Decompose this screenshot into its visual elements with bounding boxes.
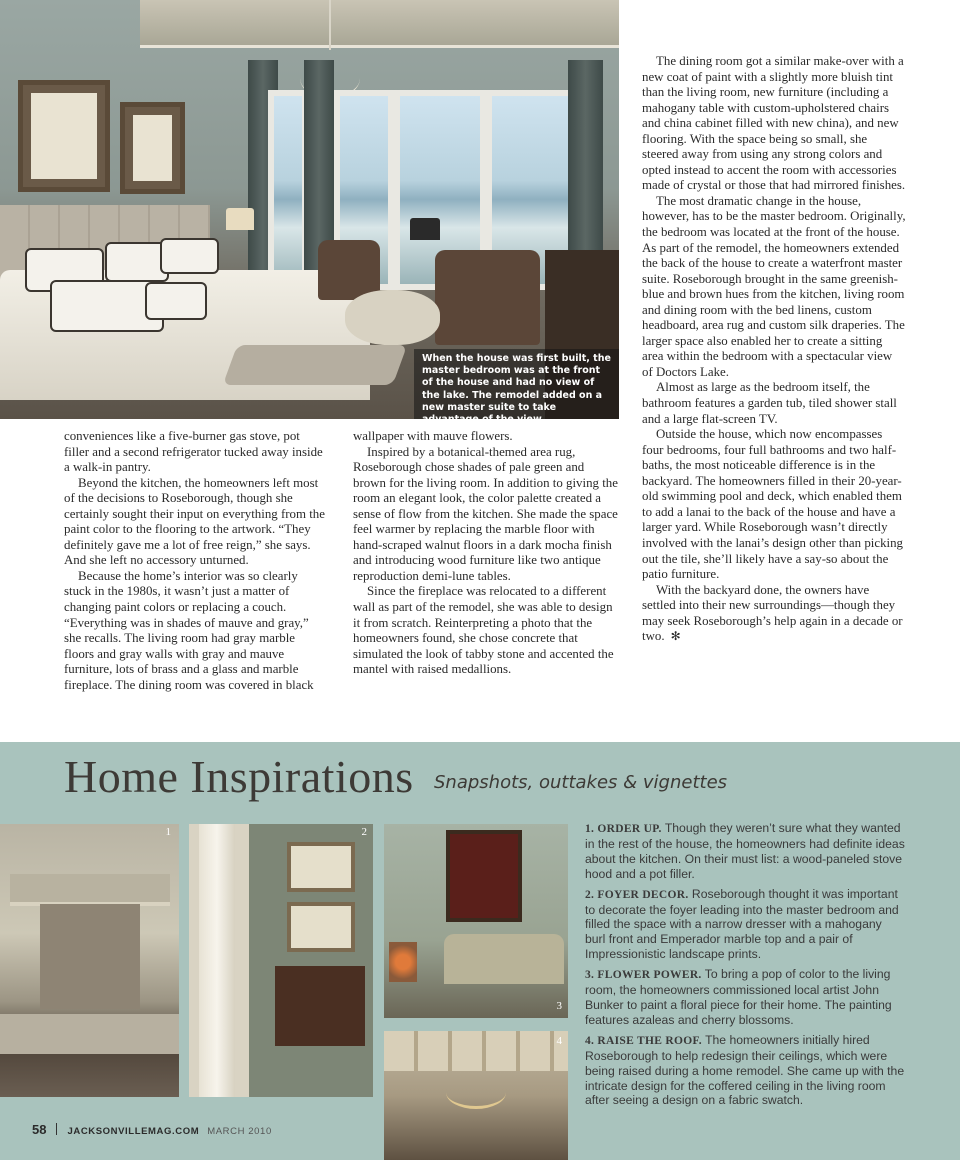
floral-painting (446, 830, 522, 922)
cabinets (0, 1014, 179, 1054)
photo-kitchen (0, 824, 179, 1097)
note-lead: 2. FOYER DECOR. (585, 888, 689, 901)
note-text: To bring a pop of color to the living room, the homeowners commissioned local artist John Bunker to paint a floral piece for their home. The painting features azaleas and cherry blossoms. (585, 967, 892, 1027)
photo-ceiling (384, 1031, 568, 1160)
photo-caption (414, 349, 619, 426)
note-lead: 4. RAISE THE ROOF. (585, 1034, 702, 1047)
bench (223, 345, 408, 385)
issue-date: MARCH 2010 (207, 1126, 272, 1137)
note-item (585, 1033, 905, 1109)
paragraph: Outside the house, which now encompasses four bedrooms, four full bathrooms and two half-baths, the most noticeable difference is in the backyard. The homeowners filled in their 20-year-old swimming pool and deck, which enabled them to add a lanai to the back of the house and have a larger yard. While Roseborough wasn’t directly involved with the lanai’s design other than picking out the tile, she’ll likely have a say-so about the patio furniture. (642, 427, 903, 582)
end-mark-icon: ✻ (670, 629, 681, 644)
photo-number: 3 (556, 1000, 562, 1012)
note-text: Roseborough thought it was important to decorate the foyer leading into the master bedroom and filled the space with a narrow dresser with a mahogany burl front and Emperador marble top and a pair of Impressionistic landscape prints. (585, 886, 899, 962)
flowers (389, 942, 417, 982)
paragraph: The most dramatic change in the house, however, has to be the master bedroom. Originally, the bedroom was located at the front of the house. As part of the remodel, the homeowners extended the back of the house to create a waterfront master suite. Roseborough brought in the same greenish-blue and brown hues from the kitchen, living room and dining room with the bed linens, custom headboard, area rug and custom silk draperies. The larger space also enabled her to create a sitting area within the bedroom with a spectacular view of Doctors Lake. (642, 193, 906, 379)
photo-number: 1 (165, 826, 171, 838)
lamp-center (410, 218, 440, 240)
pillow (145, 282, 207, 320)
column (199, 824, 235, 1097)
paragraph: conveniences like a five-burner gas stove, pot filler and a second refrigerator tucked away inside a walk-in pantry. (64, 429, 323, 475)
inspiration-notes (585, 821, 905, 1113)
article-column-2 (353, 429, 618, 678)
wall-art-left (18, 80, 110, 192)
note-item (585, 887, 905, 963)
note-lead: 3. FLOWER POWER. (585, 969, 702, 982)
paragraph-text: With the backyard done, the owners have settled into their new surroundings—though they may seek Roseborough’s help again in a decade or two. (642, 582, 903, 644)
section-subtitle: Snapshots, outtakes & vignettes (434, 772, 728, 793)
page-number: 58 (32, 1122, 47, 1137)
ottoman (345, 290, 440, 345)
sofa (444, 934, 564, 984)
chandelier-icon (446, 1076, 506, 1109)
photo-number: 2 (361, 826, 367, 838)
article-column-3 (642, 54, 906, 645)
article-column-1 (64, 429, 326, 693)
coffered-ceiling (384, 1031, 568, 1071)
dresser (275, 966, 365, 1046)
hood-mantel (10, 874, 170, 906)
note-lead: 1. ORDER UP. (585, 823, 662, 835)
paragraph (642, 583, 906, 645)
lamp-left (226, 208, 254, 230)
ceiling-tray (140, 0, 619, 48)
paragraph: Because the home’s interior was so clearly stuck in the 1980s, it wasn’t just a matter of changing paint colors or replacing a couch. “Everything was in shades of mauve and gray,” she recalls. The living room had gray marble floors and gray walls with gray and mauve furniture, lots of brass and a glass and marble fireplace. The dining room was covered in black (64, 568, 314, 692)
caption-text: When the house was first built, the master bedroom was at the front of the house and had no view of the lake. The remodel added on a new master suite to take advantage of the view. (422, 353, 611, 426)
landscape-print (287, 842, 355, 892)
window-side (268, 90, 308, 290)
paragraph: Since the fireplace was relocated to a different wall as part of the remodel, she was able to design it from scratch. Reinterpreting a photo that the homeowners found, she chose concrete that simulated the look of tabby stone and accented the mantel with raised medallions. (353, 584, 614, 677)
paragraph: Beyond the kitchen, the homeowners left most of the decisions to Roseborough, though she certainly sought their input on everything from the paint color to the flooring to the artwork. “They definitely gave me a lot of free reign,” she says. And she left no accessory unturned. (64, 475, 325, 568)
paragraph: wallpaper with mauve flowers. (353, 429, 513, 443)
pillow (160, 238, 219, 274)
footer-divider (56, 1123, 57, 1135)
photo-living-room (384, 824, 568, 1018)
magazine-url: JACKSONVILLEMAG.COM (67, 1126, 200, 1137)
landscape-print (287, 902, 355, 952)
photo-number: 4 (556, 1035, 562, 1047)
armchair-right (435, 250, 540, 345)
wall-art-right (120, 102, 185, 194)
note-text: The homeowners initially hired Roseborough to help redesign their ceilings, which were being raised during a home remodel. She came up with the intricate design for the coffered ceiling in the living room after seeing a design on a fabric swatch. (585, 1032, 905, 1108)
note-text: Though they weren’t sure what they wanted in the rest of the house, the homeowners had definite ideas about the kitchen. On their must list: a wood-paneled stove hood and a pot filler. (585, 821, 905, 881)
paragraph: The dining room got a similar make-over with a new coat of paint with a slightly more bluish tint than the living room, new furniture (including a mahogany table with custom-upholstered chairs and china cabinet filled with new china), and new flooring. With the space being so small, she steered away from using any strong colors and opted instead to accent the room with accessories made of crystal or those that had mirrored finishes. (642, 54, 906, 193)
paragraph: Almost as large as the bedroom itself, the bathroom features a garden tub, tiled shower stall and a large flat-screen TV. (642, 380, 897, 426)
paragraph: Inspired by a botanical-themed area rug, Roseborough chose shades of pale green and brown for the living room. In addition to giving the room an elegant look, the color palette created a sense of flow from the kitchen. She made the space feel warmer by replacing the marble floor with hand-scraped walnut floors in a dark mocha finish and introducing wood furniture like two antique reproduction demi-lune tables. (353, 444, 618, 583)
section-title: Home Inspirations (64, 751, 414, 802)
note-item (585, 821, 905, 882)
stove-hood (40, 904, 140, 1009)
photo-foyer (189, 824, 373, 1097)
note-item (585, 967, 905, 1028)
page-footer (32, 1121, 272, 1139)
